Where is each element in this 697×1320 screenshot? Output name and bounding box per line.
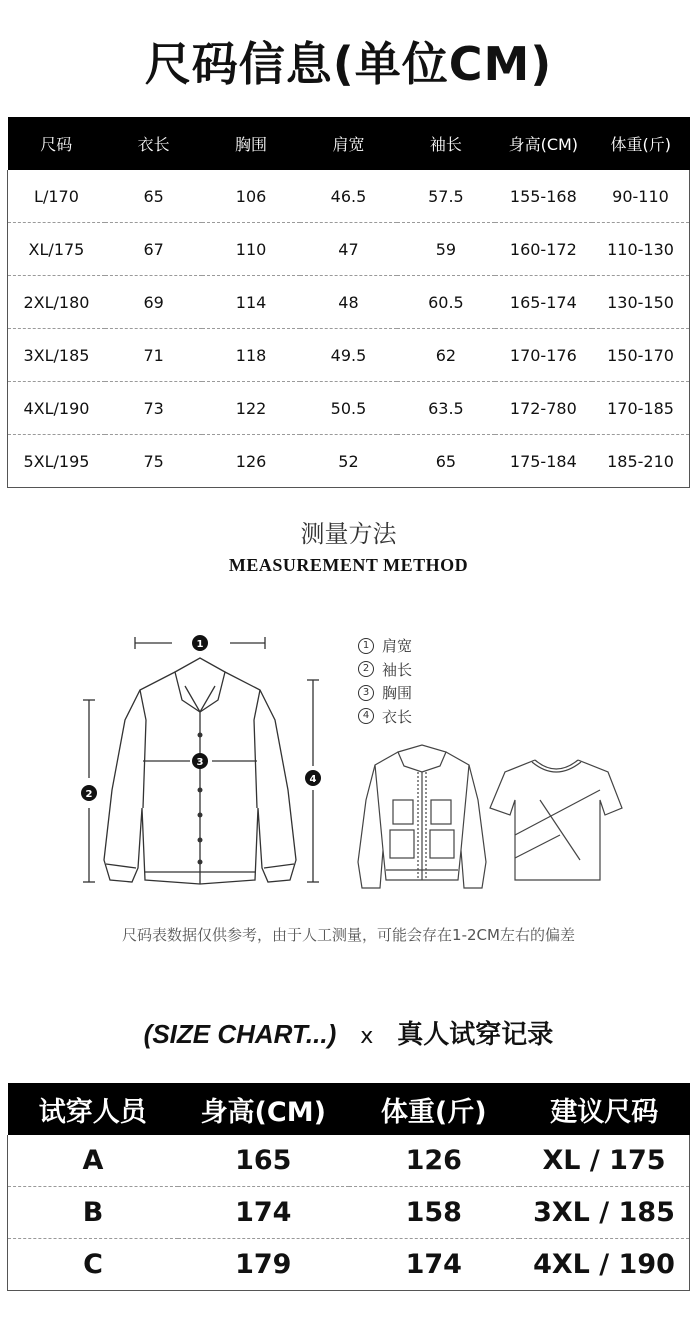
marker-3-label: 3 [196,757,204,768]
table-cell: 170-185 [592,382,689,435]
header-cell: 建议尺码 [519,1083,690,1135]
table-cell: XL / 175 [519,1135,690,1187]
legend-item [358,705,412,729]
table-cell: 63.5 [397,382,494,435]
table-cell: A [8,1135,179,1187]
table-cell: 174 [349,1239,520,1291]
table-cell: 4XL/190 [8,382,105,435]
table-row [8,170,690,223]
table-cell: 49.5 [300,329,397,382]
header-cell: 肩宽 [300,117,397,170]
table-cell: 69 [105,276,202,329]
table-cell: 175-184 [495,435,592,488]
table-cell: 165-174 [495,276,592,329]
legend-item [358,658,412,682]
measurement-legend [358,634,412,728]
table-cell: 174 [178,1187,349,1239]
marker-4-label: 4 [309,774,317,785]
table-cell: 47 [300,223,397,276]
table-cell: 110 [202,223,299,276]
marker-2-label: 2 [85,789,93,800]
table-row [8,276,690,329]
legend-label: 肩宽 [382,637,413,656]
size-table [7,117,690,488]
table-cell: 65 [397,435,494,488]
table-cell: 46.5 [330,186,367,206]
table-cell: 158 [349,1187,520,1239]
table-cell: 50.5 [300,382,397,435]
legend-label: 袖长 [382,660,413,679]
table-row [8,1187,690,1239]
table-cell: 75 [105,435,202,488]
legend-number: 3 [358,685,374,701]
try-on-title: 真人试穿记录 [397,1020,554,1050]
header-cell: 体重(斤) [349,1083,520,1135]
table-cell: 3XL/185 [8,329,105,382]
header-cell: 衣长 [105,117,202,170]
page-title: 尺码信息(单位CM) [144,37,553,91]
marker-1-label: 1 [196,639,204,650]
legend-item [358,681,412,705]
header-cell: 袖长 [397,117,494,170]
table-cell: 3XL / 185 [519,1187,690,1239]
legend-label: 衣长 [382,707,413,726]
table-cell: 73 [105,382,202,435]
table-row [8,1135,690,1187]
table-cell: 59 [397,223,494,276]
table-cell: 155-168 [509,186,577,206]
header-cell: 身高(CM) [178,1083,349,1135]
shirt-diagram [70,625,340,895]
table-cell: 165 [235,1145,292,1176]
measurement-title: 测量方法 [300,520,397,548]
table-cell: 5XL/195 [8,435,105,488]
table-cell: 52 [300,435,397,488]
table-cell: 185-210 [592,435,689,488]
table-cell: 48 [300,276,397,329]
legend-number: 4 [358,708,374,724]
table-row [8,382,690,435]
header-cell: 体重(斤) [592,117,689,170]
table-row [8,223,690,276]
legend-label: 胸围 [382,684,413,703]
table-cell: 110-130 [592,223,689,276]
header-cell: 身高(CM) [495,117,592,170]
table-cell: XL/175 [8,223,105,276]
table-cell: 57.5 [428,186,464,206]
table-cell: B [8,1187,179,1239]
table-cell: 65 [143,186,164,206]
table-cell: 90-110 [592,170,689,223]
table-cell: 114 [202,276,299,329]
table-row [8,1239,690,1291]
size-table-header-row [8,117,690,170]
table-cell: 4XL / 190 [519,1239,690,1291]
jacket-illustration [355,740,490,895]
try-on-table [7,1083,690,1291]
legend-number: 2 [358,661,374,677]
table-cell: 150-170 [592,329,689,382]
table-cell: 170-176 [495,329,592,382]
table-cell: 71 [105,329,202,382]
table-cell: 126 [202,435,299,488]
table-cell: 60.5 [397,276,494,329]
table-cell: L/170 [8,170,105,223]
table-cell: 126 [405,1145,462,1176]
table-cell: 122 [202,382,299,435]
size-chart-text: (SIZE CHART...) [143,1019,337,1049]
legend-number: 1 [358,638,374,654]
table-cell: 130-150 [592,276,689,329]
table-cell: 179 [178,1239,349,1291]
header-cell: 尺码 [8,117,105,170]
header-cell: 试穿人员 [8,1083,179,1135]
try-on-header-row [8,1083,690,1135]
collab-x: x [360,1024,374,1049]
table-cell: 160-172 [495,223,592,276]
table-cell: 67 [105,223,202,276]
table-row [8,435,690,488]
table-cell: C [8,1239,179,1291]
legend-item [358,634,412,658]
measurement-subtitle: MEASUREMENT METHOD [228,555,469,575]
table-cell: 2XL/180 [8,276,105,329]
collab-title [0,1014,697,1051]
table-cell: 106 [235,186,267,206]
table-row [8,329,690,382]
header-cell: 胸围 [202,117,299,170]
disclaimer-note: 尺码表数据仅供参考，由于人工测量，可能会存在1-2CM左右的偏差 [122,926,575,944]
table-cell: 118 [202,329,299,382]
tshirt-illustration [485,755,625,885]
table-cell: 172-780 [495,382,592,435]
table-cell: 62 [397,329,494,382]
